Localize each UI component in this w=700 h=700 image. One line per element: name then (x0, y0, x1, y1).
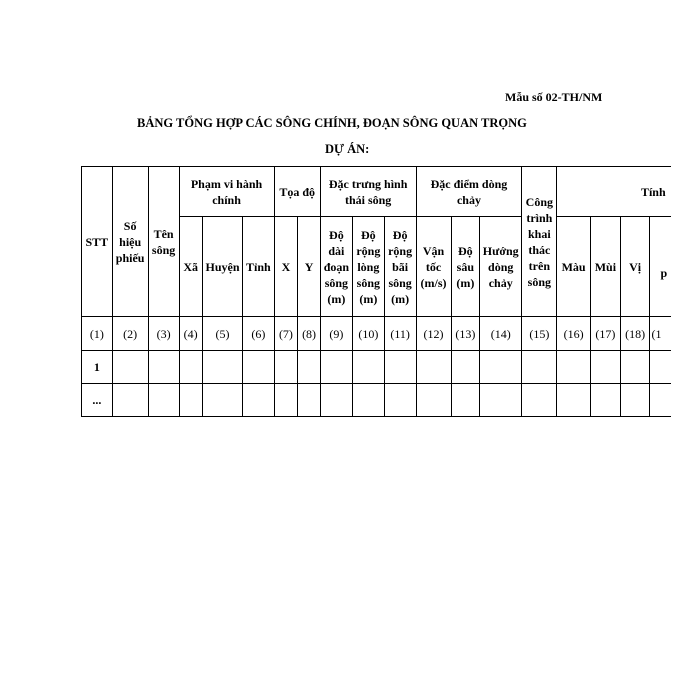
header-do-sau: Độ sâu (m) (451, 217, 479, 317)
column-number: (16) (557, 317, 591, 351)
table-cell (274, 351, 298, 384)
header-van-toc: Vận tốc (m/s) (416, 217, 451, 317)
column-number: (4) (179, 317, 202, 351)
table-cell (179, 351, 202, 384)
header-do-rong-bai-song: Độ rộng bãi sông (m) (384, 217, 416, 317)
table-cell (590, 384, 620, 417)
column-number: (13) (451, 317, 479, 351)
project-label: DỰ ÁN: (325, 142, 370, 156)
header-mau: Màu (557, 217, 591, 317)
column-number: (1 (650, 317, 671, 351)
header-gap (671, 167, 699, 217)
table-cell (620, 384, 650, 417)
header-do-dai-doan-song: Độ dài đoạn sông (m) (320, 217, 352, 317)
table-cell (320, 384, 352, 417)
column-number: (17) (590, 317, 620, 351)
table-cell (416, 384, 451, 417)
header-vi: Vị (620, 217, 650, 317)
header-huong-dong-chay: Hướng dòng chảy (480, 217, 522, 317)
row-stt: ... (82, 384, 113, 417)
table-cell (352, 351, 384, 384)
header-ten-song: Tên sông (148, 167, 179, 317)
table-cell (243, 351, 274, 384)
table-cell (384, 351, 416, 384)
header-y: Y (298, 217, 320, 317)
header-row-groups (82, 167, 700, 217)
table-cell (112, 384, 148, 417)
header-so-hieu-phieu: Số hiệu phiếu (112, 167, 148, 317)
table-cell (590, 351, 620, 384)
header-xa: Xã (179, 217, 202, 317)
header-cong-trinh: Công trình khai thác trên sông (522, 167, 557, 317)
table-cell (416, 351, 451, 384)
header-toa-do: Tọa độ (274, 167, 320, 217)
table-cell (148, 351, 179, 384)
table-cell (451, 351, 479, 384)
table-cell (298, 351, 320, 384)
header-huyen: Huyện (202, 217, 242, 317)
header-mui: Mùi (590, 217, 620, 317)
table-cell (480, 384, 522, 417)
table-cell (557, 384, 591, 417)
column-number: (11) (384, 317, 416, 351)
header-gap (671, 217, 699, 317)
table-row (82, 351, 700, 384)
header-pham-vi-hanh-chinh: Phạm vi hành chính (179, 167, 274, 217)
column-number: (10) (352, 317, 384, 351)
column-number: (5) (202, 317, 242, 351)
header-tinh-chat (557, 167, 672, 217)
document-title: BẢNG TỔNG HỢP CÁC SÔNG CHÍNH, ĐOẠN SÔNG QUAN TRỌNG (137, 116, 527, 130)
column-number: (15) (522, 317, 557, 351)
column-number: (3) (148, 317, 179, 351)
header-partial-column: p (650, 217, 671, 317)
table-cell (179, 384, 202, 417)
column-number: (6) (243, 317, 274, 351)
table-cell (480, 351, 522, 384)
column-number: (2) (112, 317, 148, 351)
column-number: (9) (320, 317, 352, 351)
column-number: (14) (480, 317, 522, 351)
table-cell (384, 384, 416, 417)
header-tinh-label: Tính (640, 184, 666, 199)
table-cell (451, 384, 479, 417)
table-cell (274, 384, 298, 417)
table-cell (620, 351, 650, 384)
table-cell (112, 351, 148, 384)
column-number-row (82, 317, 700, 351)
table-cell (202, 351, 242, 384)
table-cell (202, 384, 242, 417)
table-cell (557, 351, 591, 384)
summary-table (81, 166, 700, 417)
column-number: (12) (416, 317, 451, 351)
column-number: (18) (620, 317, 650, 351)
table-cell (650, 384, 671, 417)
header-dac-trung-hinh-thai: Đặc trưng hình thái sông (320, 167, 416, 217)
table-cell (298, 384, 320, 417)
table-row (82, 384, 700, 417)
table-cell (352, 384, 384, 417)
header-tinh: Tỉnh (243, 217, 274, 317)
summary-table-wrapper (81, 166, 700, 426)
row-gap (671, 317, 699, 351)
row-stt: 1 (82, 351, 113, 384)
header-dac-diem-dong-chay: Đặc điểm dòng chảy (416, 167, 522, 217)
header-x: X (274, 217, 298, 317)
column-number: (7) (274, 317, 298, 351)
column-number: (8) (298, 317, 320, 351)
column-number: (1) (82, 317, 113, 351)
table-cell (148, 384, 179, 417)
row-gap (671, 351, 699, 384)
table-cell (320, 351, 352, 384)
table-cell (650, 351, 671, 384)
table-cell (522, 384, 557, 417)
row-gap (671, 384, 699, 417)
table-cell (522, 351, 557, 384)
table-cell (243, 384, 274, 417)
form-code: Mẫu số 02-TH/NM (505, 90, 603, 104)
header-do-rong-long-song: Độ rộng lòng sông (m) (352, 217, 384, 317)
header-stt: STT (82, 167, 113, 317)
